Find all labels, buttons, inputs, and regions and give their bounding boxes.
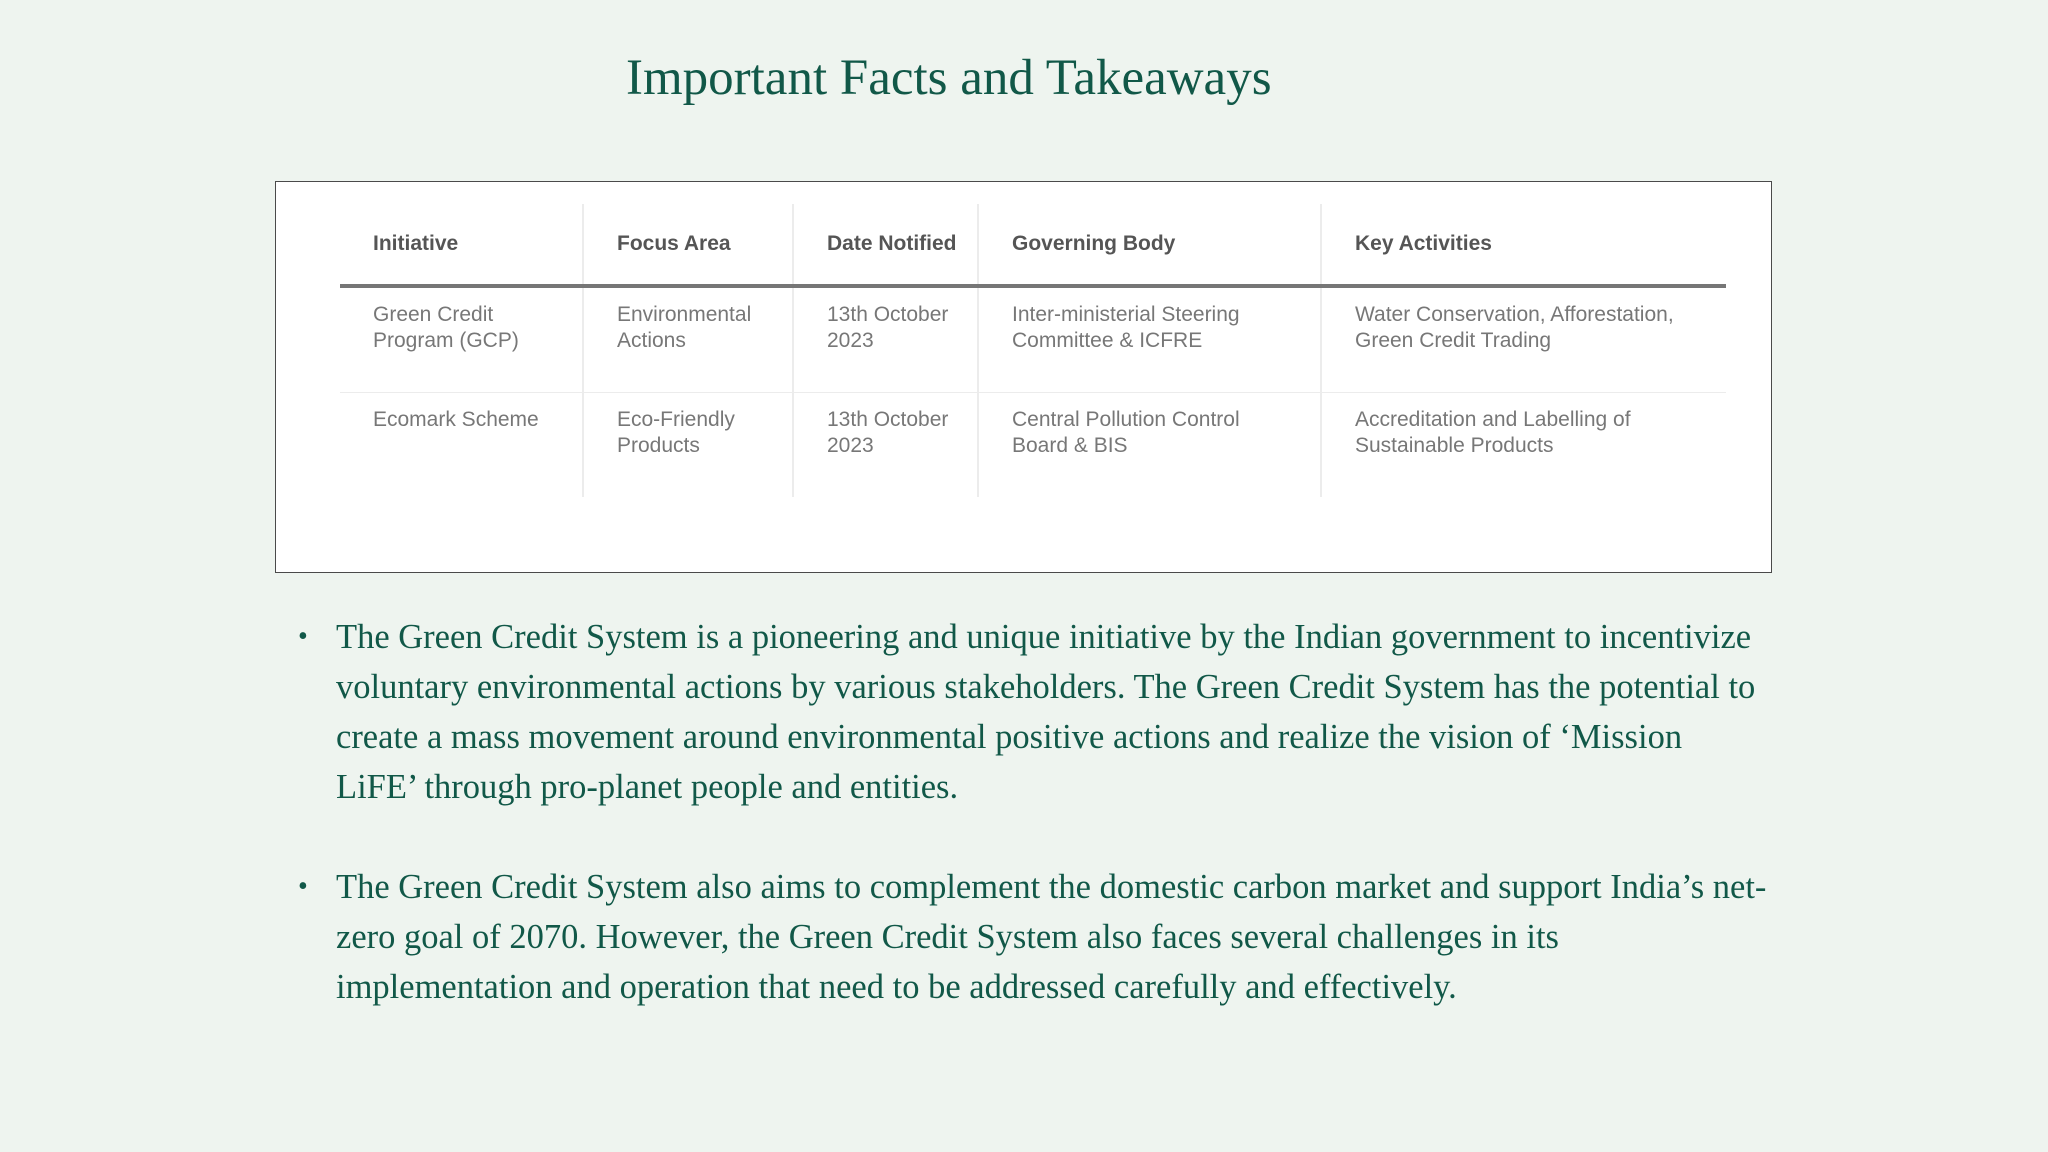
table-header-row <box>340 204 1726 286</box>
table-cell: Ecomark Scheme <box>340 393 583 498</box>
table-row <box>340 286 1726 393</box>
bullet-text: The Green Credit System is a pioneering and unique initiative by the Indian government to incentivize voluntary environmental actions by various stakeholders. The Green Credit System has the potential to create a mass movement around environmental positive actions and realize the vision of ‘Mission LiFE’ through pro-planet people and entities. <box>336 618 1756 806</box>
table-cell: Green Credit Program (GCP) <box>340 286 583 393</box>
bullet-text: The Green Credit System also aims to complement the domestic carbon market and support India’s net-zero goal of 2070. However, the Green Credit System also faces several challenges in its implementation and operation that need to be addressed carefully and effectively. <box>336 868 1767 1006</box>
header-date-notified: Date Notified <box>793 204 978 286</box>
table-cell: 13th October 2023 <box>793 393 978 498</box>
table-cell: Central Pollution Control Board & BIS <box>978 393 1321 498</box>
header-key-activities: Key Activities <box>1321 204 1726 286</box>
header-governing-body: Governing Body <box>978 204 1321 286</box>
bullet-marker: • <box>298 871 308 902</box>
bullet-item <box>298 862 1768 1012</box>
table-cell: Water Conservation, Afforestation, Green Credit Trading <box>1321 286 1726 393</box>
bullet-list <box>298 612 1768 1062</box>
table-cell: 13th October 2023 <box>793 286 978 393</box>
facts-table-image <box>275 181 1772 573</box>
table-cell: Eco-Friendly Products <box>583 393 793 498</box>
table-row <box>340 393 1726 498</box>
table-cell: Environmental Actions <box>583 286 793 393</box>
header-focus-area: Focus Area <box>583 204 793 286</box>
slide-title: Important Facts and Takeaways <box>626 50 1272 106</box>
table-cell: Accreditation and Labelling of Sustainable Products <box>1355 408 1631 457</box>
facts-table <box>340 204 1726 497</box>
bullet-item <box>298 612 1768 812</box>
bullet-marker: • <box>298 621 308 652</box>
header-initiative: Initiative <box>340 204 583 286</box>
table-cell: Inter-ministerial Steering Committee & ICFRE <box>978 286 1321 393</box>
